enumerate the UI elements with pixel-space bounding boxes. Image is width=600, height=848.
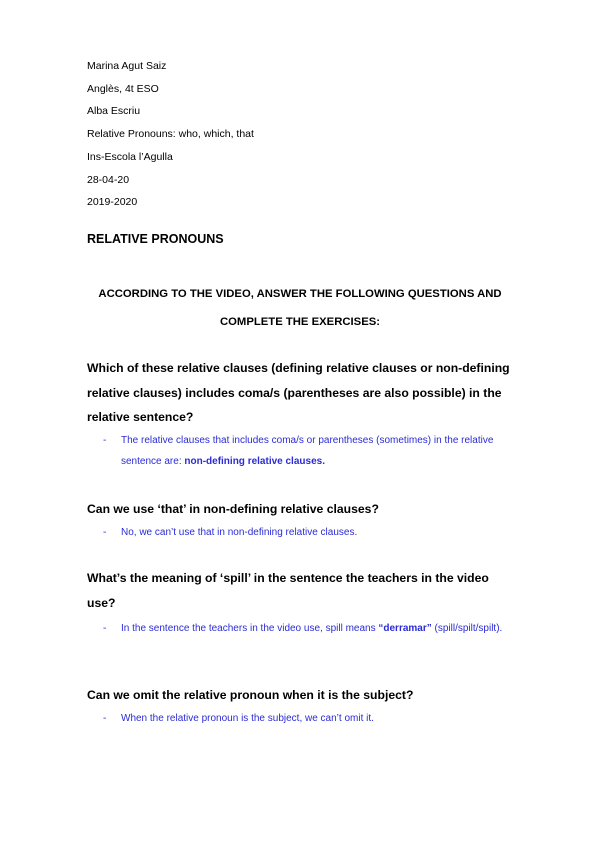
answer-1-emphasis: non-defining relative clauses.: [184, 456, 325, 467]
answer-4: [103, 708, 503, 729]
document-header: [87, 55, 254, 214]
school-year: 2019-2020: [87, 196, 138, 209]
page-title: RELATIVE PRONOUNS: [87, 232, 224, 246]
course-label: Anglès, 4t ESO: [87, 82, 159, 95]
answer-3-emphasis: “derramar”: [378, 623, 432, 634]
question-2: Can we use ‘that’ in non-defining relative clauses?: [87, 502, 379, 516]
answer-3-tail: (spill/spilt/spilt).: [431, 623, 503, 634]
question-1: Which of these relative clauses (defining relative clauses or non-defining relative clauses) includes coma/s (parentheses are also possible) in the relative sentence?: [87, 361, 510, 424]
topic-label: Relative Pronouns: who, which, that: [87, 128, 254, 141]
date-label: 28-04-20: [87, 173, 130, 186]
answer-1-body: The relative clauses that includes coma/s or parentheses (sometimes) in the relative sentence are:: [121, 435, 494, 467]
instructions-line-1: ACCORDING TO THE VIDEO, ANSWER THE FOLLOWING QUESTIONS AND: [98, 288, 502, 300]
instructions-line-2: COMPLETE THE EXERCISES:: [219, 316, 381, 328]
bullet-dash: -: [103, 713, 107, 724]
answer-2: [103, 522, 503, 543]
question-4: Can we omit the relative pronoun when it is the subject?: [87, 688, 414, 702]
answer-3-body: In the sentence the teachers in the video use, spill means: [121, 623, 379, 634]
bullet-dash: -: [103, 527, 107, 538]
author-name: Marina Agut Saiz: [87, 60, 167, 72]
answer-1: [103, 430, 503, 472]
instructions: [60, 280, 540, 336]
answer-1-text: [121, 430, 503, 472]
answer-4-text: When the relative pronoun is the subject, we can’t omit it.: [121, 713, 374, 724]
bullet-dash: -: [103, 435, 107, 446]
question-3: What’s the meaning of ‘spill’ in the sentence the teachers in the video use?: [87, 571, 489, 610]
school-name: Ins-Escola l’Agulla: [87, 150, 173, 163]
bullet-dash: -: [103, 623, 107, 634]
answer-3-text: [121, 618, 503, 639]
teacher-name: Alba Escriu: [87, 105, 141, 118]
answer-3: [103, 618, 503, 639]
answer-2-text: No, we can’t use that in non-defining relative clauses.: [121, 527, 358, 538]
